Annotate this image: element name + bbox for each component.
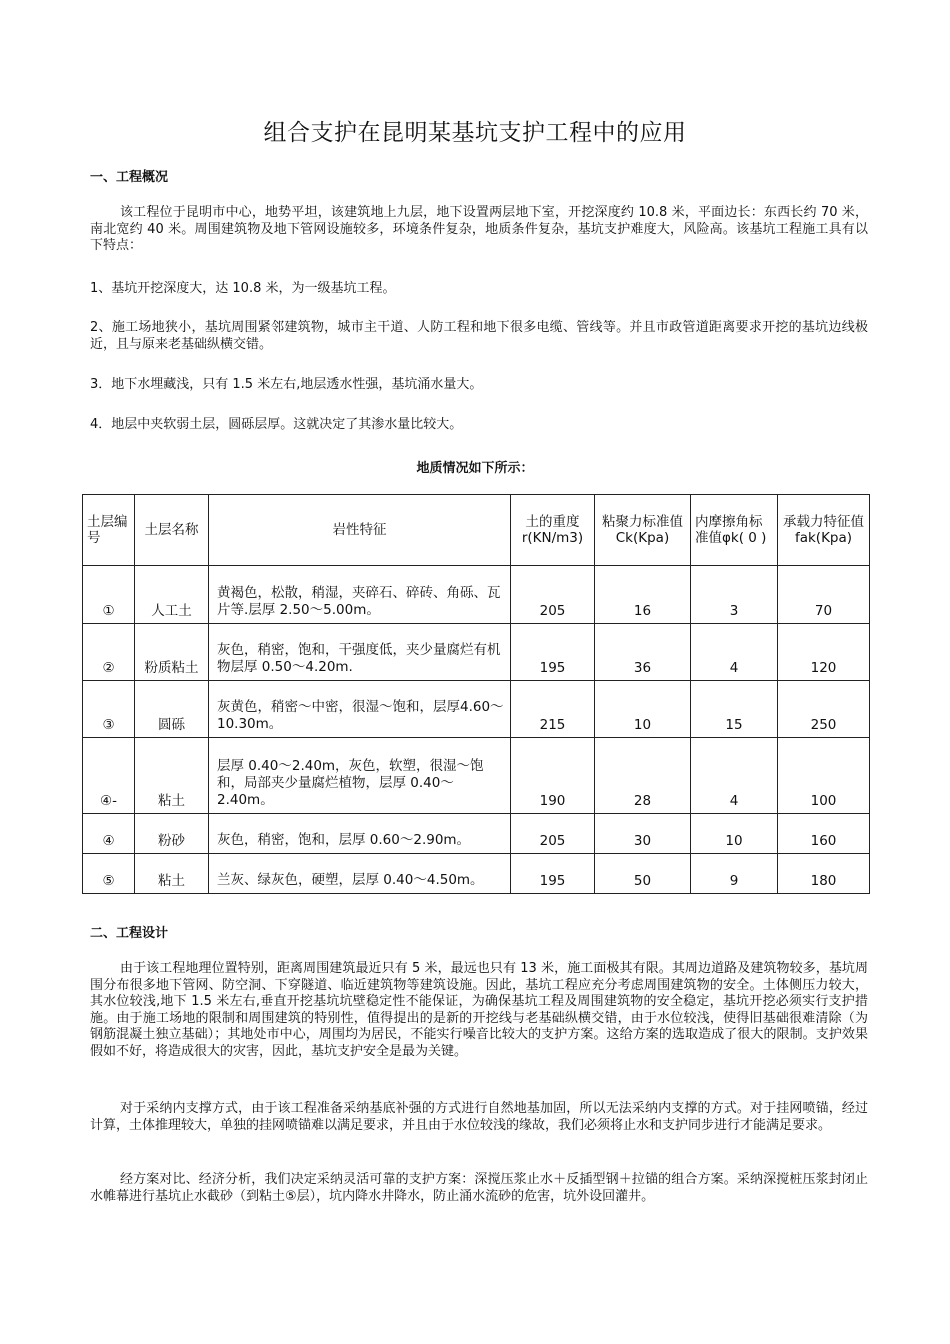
table-row — [83, 854, 870, 894]
cell-friction-angle: 4 — [691, 624, 778, 681]
cell-lithology: 层厚 0.40～2.40m，灰色，软塑，很湿～饱和，局部夹少量腐烂植物，层厚 0.40～2.40m。 — [209, 738, 511, 814]
cell-friction-angle: 4 — [691, 738, 778, 814]
header-layer-name: 土层名称 — [135, 495, 209, 566]
cell-layer-name: 粘土 — [135, 854, 209, 894]
cell-layer-no: ① — [83, 566, 135, 624]
cell-unit-weight: 215 — [511, 681, 595, 738]
cell-lithology: 灰色，稍密，饱和，层厚 0.60～2.90m。 — [209, 814, 511, 854]
cell-layer-name: 粘土 — [135, 738, 209, 814]
cell-friction-angle: 15 — [691, 681, 778, 738]
cell-cohesion: 28 — [595, 738, 691, 814]
cell-bearing-capacity: 160 — [778, 814, 870, 854]
cell-layer-no: ⑤ — [83, 854, 135, 894]
cell-cohesion: 10 — [595, 681, 691, 738]
cell-cohesion: 16 — [595, 566, 691, 624]
cell-layer-name: 圆砾 — [135, 681, 209, 738]
cell-layer-name: 粉砂 — [135, 814, 209, 854]
cell-layer-no: ③ — [83, 681, 135, 738]
header-bearing-capacity: 承载力特征值fak(Kpa) — [778, 495, 870, 566]
header-cohesion: 粘聚力标准值 Ck(Kpa) — [595, 495, 691, 566]
point-4: 4．地层中夹软弱土层，圆砾层厚。这就决定了其渗水量比较大。 — [90, 417, 463, 432]
cell-layer-no: ④- — [83, 738, 135, 814]
table-row — [83, 681, 870, 738]
cell-bearing-capacity: 100 — [778, 738, 870, 814]
point-3: 3．地下水埋藏浅，只有 1.5 米左右,地层透水性强，基坑涌水量大。 — [90, 377, 483, 392]
cell-bearing-capacity: 180 — [778, 854, 870, 894]
cell-lithology: 兰灰、绿灰色，硬塑，层厚 0.40～4.50m。 — [209, 854, 511, 894]
header-layer-no: 土层编号 — [83, 495, 135, 566]
cell-unit-weight: 195 — [511, 854, 595, 894]
cell-layer-no: ② — [83, 624, 135, 681]
cell-lithology: 灰黄色，稍密～中密，很湿～饱和，层厚4.60～10.30m。 — [209, 681, 511, 738]
cell-lithology: 黄褐色，松散，稍湿，夹碎石、碎砖、角砾、瓦片等.层厚 2.50～5.00m。 — [209, 566, 511, 624]
cell-friction-angle: 10 — [691, 814, 778, 854]
cell-layer-no: ④ — [83, 814, 135, 854]
cell-cohesion: 36 — [595, 624, 691, 681]
section2-heading: 二、工程设计 — [90, 926, 169, 941]
cell-bearing-capacity: 120 — [778, 624, 870, 681]
section1-intro: 该工程位于昆明市中心，地势平坦，该建筑地上九层，地下设置两层地下室，开挖深度约 10.8 米，平面边长：东西长约 70 米，南北宽约 40 米。周围建筑物及地下管网设施较多，环境条件复杂，地质条件复杂，基坑支护难度大，风险高。该基坑工程施工具有以下特点： — [90, 205, 868, 253]
header-unit-weight: 土的重度r(KN/m3) — [511, 495, 595, 566]
cell-unit-weight: 195 — [511, 624, 595, 681]
cell-cohesion: 30 — [595, 814, 691, 854]
point-1: 1、基坑开挖深度大，达 10.8 米，为一级基坑工程。 — [90, 281, 396, 296]
table-row — [83, 814, 870, 854]
cell-unit-weight: 205 — [511, 566, 595, 624]
point-2: 2、施工场地狭小，基坑周围紧邻建筑物，城市主干道、人防工程和地下很多电缆、管线等。并且市政管道距离要求开挖的基坑边线极近，且与原来老基础纵横交错。 — [90, 320, 868, 352]
section1-heading: 一、工程概况 — [90, 170, 169, 185]
cell-lithology: 灰色，稍密，饱和，干强度低，夹少量腐烂有机物层厚 0.50～4.20m. — [209, 624, 511, 681]
cell-layer-name: 粉质粘土 — [135, 624, 209, 681]
table-row — [83, 624, 870, 681]
cell-friction-angle: 9 — [691, 854, 778, 894]
cell-layer-name: 人工土 — [135, 566, 209, 624]
cell-cohesion: 50 — [595, 854, 691, 894]
cell-bearing-capacity: 250 — [778, 681, 870, 738]
section2-paragraph-1: 由于该工程地理位置特别，距离周围建筑最近只有 5 米，最远也只有 13 米，施工面极其有限。其周边道路及建筑物较多，基坑周围分布很多地下管网、防空洞、下穿隧道、临近建筑物等建筑设施。因此，基坑工程应充分考虑周围建筑物的安全。土体侧压力较大，其水位较浅,地下 1.5 米左右,垂直开挖基坑坑壁稳定性不能保证，为确保基坑工程及周围建筑物的安全稳定，基坑开挖必须实行支护措施。由于施工场地的限制和周围建筑的特别性，值得提出的是新的开挖线与老基础纵横交错，由于水位较浅，使得旧基础很难清除（为钢筋混凝土独立基础）；其地处市中心，周围均为居民，不能实行噪音比较大的支护方案。这给方案的选取造成了很大的限制。支护效果假如不好，将造成很大的灾害，因此，基坑支护安全是最为关键。 — [90, 961, 868, 1059]
cell-bearing-capacity: 70 — [778, 566, 870, 624]
table-row — [83, 738, 870, 814]
cell-friction-angle: 3 — [691, 566, 778, 624]
table-caption: 地质情况如下所示： — [416, 461, 534, 476]
document-title: 组合支护在昆明某基坑支护工程中的应用 — [263, 120, 687, 146]
table-header-row — [83, 495, 870, 566]
cell-unit-weight: 205 — [511, 814, 595, 854]
header-friction-angle: 内摩擦角标准值φk( 0 ) — [691, 495, 778, 566]
table-row — [83, 566, 870, 624]
geology-table — [82, 494, 870, 894]
cell-unit-weight: 190 — [511, 738, 595, 814]
section2-paragraph-3: 经方案对比、经济分析，我们决定采纳灵活可靠的支护方案：深搅压浆止水＋反插型钢＋拉锚的组合方案。采纳深搅桩压浆封闭止水帷幕进行基坑止水截砂（到粘土⑤层），坑内降水井降水，防止涌水流砂的危害，坑外设回灌井。 — [90, 1172, 868, 1204]
header-lithology: 岩性特征 — [209, 495, 511, 566]
section2-paragraph-2: 对于采纳内支撑方式，由于该工程准备采纳基底补强的方式进行自然地基加固，所以无法采纳内支撑的方式。对于挂网喷锚，经过计算，土体推理较大，单独的挂网喷锚难以满足要求，并且由于水位较浅的缘故，我们必须将止水和支护同步进行才能满足要求。 — [90, 1101, 868, 1133]
